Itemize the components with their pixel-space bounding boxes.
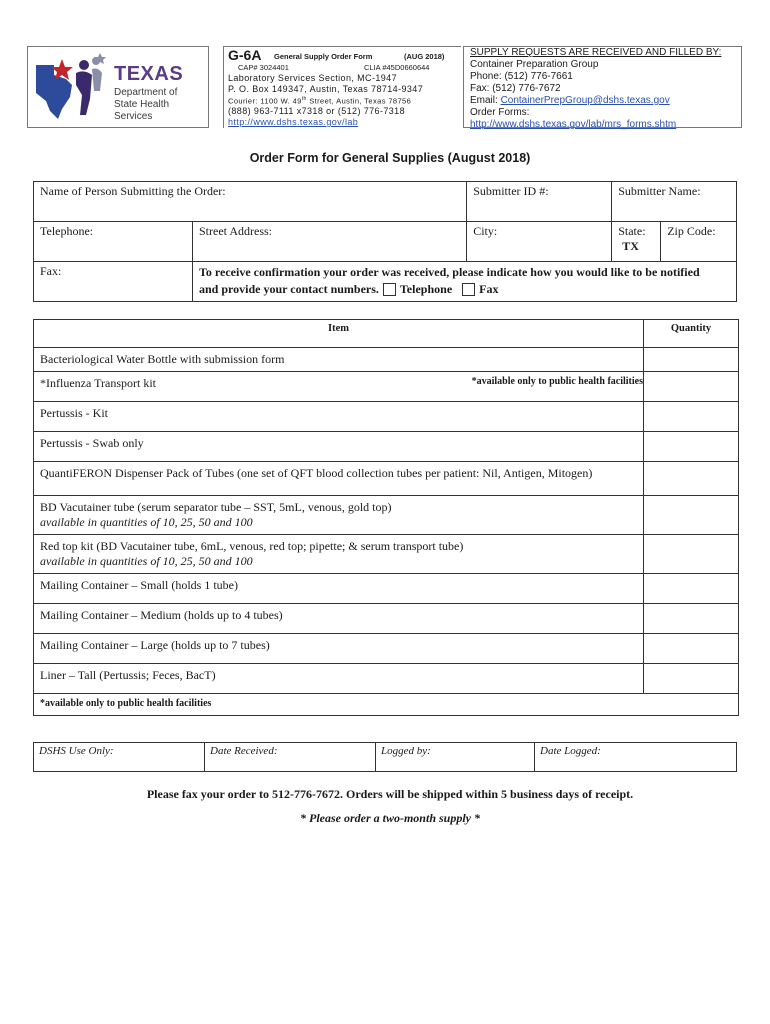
notification-preference [193,262,737,302]
logo-texas-text: TEXAS [114,63,184,85]
fax-label: Fax: [40,264,62,278]
telephone-label: Telephone: [40,224,94,238]
table-row [34,664,739,694]
quantity-input[interactable] [644,604,739,634]
logo-dept-text [114,87,208,123]
supply-note: * Please order a two-month supply * [299,811,480,825]
lab-section: Laboratory Services Section, MC-1947 [228,73,397,83]
zip-code-field[interactable] [661,222,737,262]
item-name: Mailing Container – Large (holds up to 7 tubes) [34,634,644,664]
availability-note: *available only to public health facilities [471,376,643,387]
quantity-input[interactable] [644,664,739,694]
telephone-option-label: Telephone [399,282,453,296]
item-name: Mailing Container – Medium (holds up to 4 tubes) [34,604,644,634]
notify-line2: and provide your contact numbers. [199,282,379,296]
email-label: Email: [470,95,501,106]
form-name: General Supply Order Form [274,52,373,61]
state-value: TX [622,239,639,253]
quantity-input[interactable] [644,432,739,462]
date-logged-field: Date Logged: [535,743,737,772]
item-name: Mailing Container – Small (holds 1 tube) [34,574,644,604]
fax-option-label: Fax [479,282,499,296]
clia-number: CLIA #45D0660644 [364,63,430,72]
item-column-header: Item [34,320,644,348]
quantity-column-header: Quantity [644,320,739,348]
city-label: City: [473,224,498,238]
item-name: *Influenza Transport kit [40,376,156,390]
table-row [34,402,739,432]
quantity-input[interactable] [644,496,739,535]
quantity-input[interactable] [644,348,739,372]
street-address-field[interactable] [193,222,467,262]
item-name: Bacteriological Water Bottle with submission form [34,348,644,372]
lab-url-link[interactable]: http://www.dshs.texas.gov/lab [228,117,359,127]
zip-label: Zip Code: [667,224,716,238]
dshs-use-table [33,742,737,772]
quantity-input[interactable] [644,574,739,604]
table-row [34,634,739,664]
fax-instructions: Please fax your order to 512-776-7672. Orders will be shipped within 5 business days of receipt. [146,787,634,801]
street-label: Street Address: [199,224,272,238]
page-title: Order Form for General Supplies (August 2018) [249,151,531,165]
form-info [223,46,461,128]
supply-phone: Phone: (512) 776-7661 [470,71,573,82]
item-cell [34,372,644,402]
table-row [34,348,739,372]
item-cell [34,535,644,574]
state-field[interactable] [612,222,661,262]
email-link[interactable]: ContainerPrepGroup@dshs.texas.gov [500,95,670,106]
state-label: State: [618,224,646,238]
forms-url-link[interactable]: http://www.dshs.texas.gov/lab/mrs_forms.shtm [470,119,677,130]
logo-dept-line2: State Health Services [114,99,170,122]
table-row [34,432,739,462]
logged-by-field: Logged by: [376,743,535,772]
submitter-id-field[interactable] [467,182,612,222]
item-cell [34,496,644,535]
courier-prefix: Courier: 1100 W. 49 [228,96,302,106]
fax-checkbox[interactable] [462,283,475,296]
table-row [34,372,739,402]
supply-contact-box [463,46,742,128]
texas-map-icon [32,51,112,123]
table-row [34,604,739,634]
dshs-use-only-label: DSHS Use Only: [34,743,205,772]
courier-sup: th [301,96,307,102]
items-footnote: *available only to public health facilities [34,694,739,716]
item-availability: available in quantities of 10, 25, 50 and 100 [40,554,253,568]
item-name: QuantiFERON Dispenser Pack of Tubes (one set of QFT blood collection tubes per patient: Nil, Antigen, Mitogen) [34,462,644,496]
supply-heading: SUPPLY REQUESTS ARE RECEIVED AND FILLED BY: [470,47,722,58]
items-table [33,319,739,716]
table-row [34,574,739,604]
lab-phones: (888) 963-7111 x7318 or (512) 776-7318 [228,106,405,116]
item-name: Red top kit (BD Vacutainer tube, 6mL, venous, red top; pipette; & serum transport tube) [40,539,464,553]
courier-address [228,96,411,106]
supply-group: Container Preparation Group [470,59,599,70]
dshs-logo [27,46,209,128]
table-row [34,462,739,496]
table-row [34,496,739,535]
supply-fax: Fax: (512) 776-7672 [470,83,561,94]
quantity-input[interactable] [644,372,739,402]
submitter-table [33,181,737,302]
item-availability: available in quantities of 10, 25, 50 and 100 [40,515,253,529]
form-date: (AUG 2018) [404,52,445,61]
po-box: P. O. Box 149347, Austin, Texas 78714-9347 [228,84,424,94]
telephone-field[interactable] [34,222,193,262]
date-received-field: Date Received: [205,743,376,772]
submitter-id-label: Submitter ID #: [473,184,549,198]
notify-line1: To receive confirmation your order was received, please indicate how you would like to be notified [199,265,700,279]
fax-field[interactable] [34,262,193,302]
city-field[interactable] [467,222,612,262]
table-row [34,535,739,574]
quantity-input[interactable] [644,634,739,664]
quantity-input[interactable] [644,462,739,496]
telephone-checkbox[interactable] [383,283,396,296]
cap-number: CAP# 3024401 [238,63,289,72]
form-code: G-6A [228,47,262,63]
item-name: Pertussis - Swab only [34,432,644,462]
courier-rest: Street, Austin, Texas 78756 [306,96,412,106]
item-name: Liner – Tall (Pertussis; Feces, BacT) [34,664,644,694]
submitter-name-field[interactable] [612,182,737,222]
item-name: BD Vacutainer tube (serum separator tube – SST, 5mL, venous, gold top) [40,500,392,514]
forms-label: Order Forms: [470,107,530,118]
name-label: Name of Person Submitting the Order: [40,184,226,198]
quantity-input[interactable] [644,535,739,574]
quantity-input[interactable] [644,402,739,432]
name-field[interactable] [34,182,467,222]
supply-email-line [470,95,735,107]
item-name: Pertussis - Kit [34,402,644,432]
submitter-name-label: Submitter Name: [618,184,701,198]
logo-dept-line1: Department of [114,87,178,98]
